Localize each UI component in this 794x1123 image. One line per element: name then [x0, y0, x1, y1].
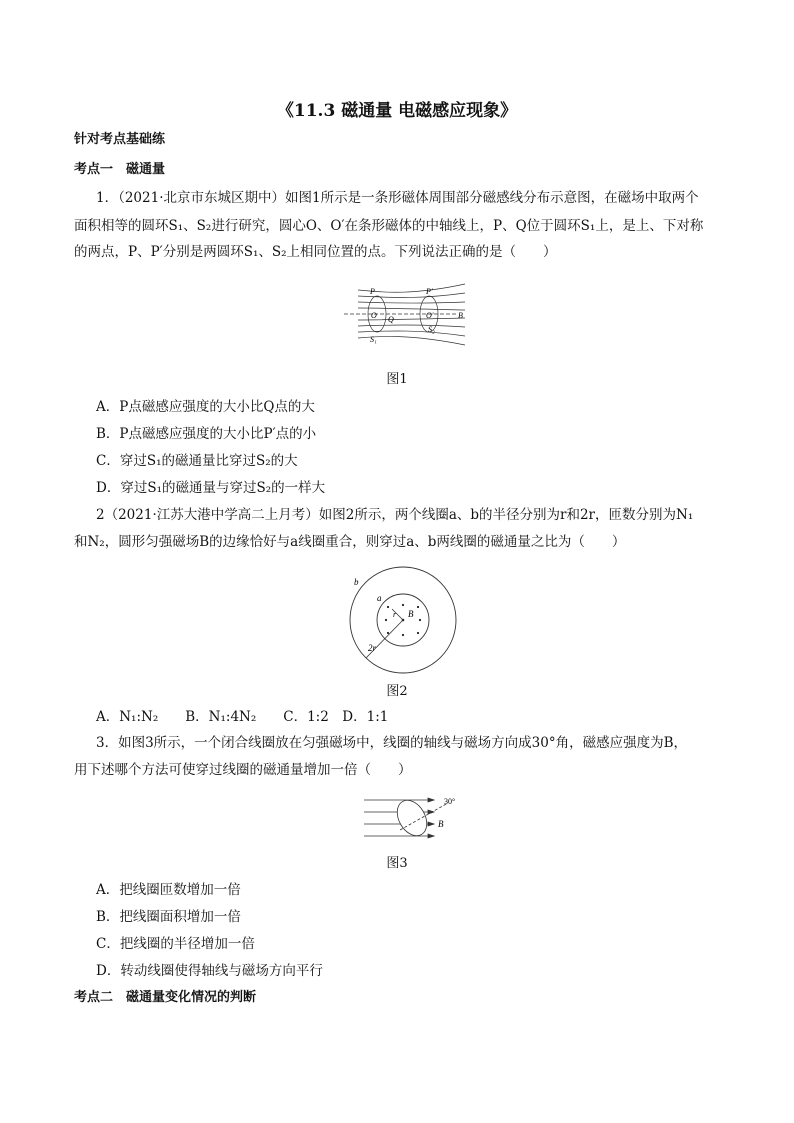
q1-line-3: 的两点，P、P′分别是两圆环S₁、S₂上相同位置的点。下列说法正确的是（ ）: [74, 244, 557, 260]
q3-line-2: 用下述哪个方法可使穿过线圈的磁通量增加一倍（ ）: [74, 762, 412, 778]
fig2-label-field: B: [408, 609, 414, 619]
fig2-label-b-coil: b: [354, 577, 359, 587]
section-heading: 针对考点基础练: [74, 132, 166, 147]
fig1-label-b: B: [458, 311, 463, 320]
q1-line-1: 1．（2021·北京市东城区期中）如图1所示是一条形磁体周围部分磁感线分布示意图，在磁场中取两个: [96, 190, 699, 206]
q1-option-a: A．P点磁感应强度的大小比Q点的大: [96, 399, 315, 415]
figure-1-magnet-field: [340, 282, 470, 348]
figure-2-coils: [346, 563, 460, 677]
q1-option-b: B．P点磁感应强度的大小比P′点的小: [96, 426, 317, 442]
fig1-label-q: Q: [388, 315, 394, 324]
page-title: 《11.3 磁通量 电磁感应现象》: [276, 101, 518, 121]
figure-3-caption: 图3: [386, 856, 408, 871]
figure-2-caption: 图2: [386, 684, 408, 699]
q3-option-b: B．把线圈面积增加一倍: [96, 909, 241, 925]
fig1-label-oprime: O′: [426, 311, 434, 320]
fig2-label-a-coil: a: [377, 593, 382, 603]
fig1-label-s2: S₂: [428, 325, 435, 334]
q2-options: A．N₁:N₂ B．N₁:4N₂ C．1:2 D．1:1: [96, 709, 389, 725]
fig3-label-b: B: [438, 819, 444, 829]
fig1-label-o: O: [371, 311, 377, 320]
fig2-label-r: r: [393, 610, 397, 619]
fig1-label-pprime: P′: [426, 287, 433, 296]
q3-line-1: 3．如图3所示，一个闭合线圈放在匀强磁场中，线圈的轴线与磁场方向成30°角，磁感应强度为B，: [96, 735, 688, 751]
q1-line-2: 面积相等的圆环S₁、S₂进行研究，圆心O、O′在条形磁体的中轴线上，P、Q位于圆环S₁上，是上、下对称: [74, 218, 704, 234]
topic-heading-2: 考点二 磁通量变化情况的判断: [74, 990, 257, 1005]
topic-heading-1: 考点一 磁通量: [74, 162, 166, 177]
fig2-label-2r: 2r: [368, 643, 377, 653]
q1-option-c: C．穿过S₁的磁通量比穿过S₂的大: [96, 453, 298, 469]
fig1-label-s1: S₁: [370, 335, 377, 344]
q3-option-c: C．把线圈的半径增加一倍: [96, 936, 255, 952]
q1-option-d: D．穿过S₁的磁通量与穿过S₂的一样大: [96, 480, 326, 496]
q3-option-a: A．把线圈匝数增加一倍: [96, 882, 241, 898]
fig3-label-angle: 30°: [444, 797, 456, 806]
q2-line-1: 2（2021·江苏大港中学高二上月考）如图2所示，两个线圈a、b的半径分别为r和2r，匝数分别为N₁: [96, 507, 694, 523]
figure-1-caption: 图1: [386, 372, 408, 387]
q2-line-2: 和N₂，圆形匀强磁场B的边缘恰好与a线圈重合，则穿过a、b两线圈的磁通量之比为（ ）: [74, 534, 626, 550]
figure-3-coil-in-field: [362, 790, 462, 846]
q3-option-d: D．转动线圈使得轴线与磁场方向平行: [96, 963, 323, 979]
fig1-label-p: P: [370, 287, 375, 296]
